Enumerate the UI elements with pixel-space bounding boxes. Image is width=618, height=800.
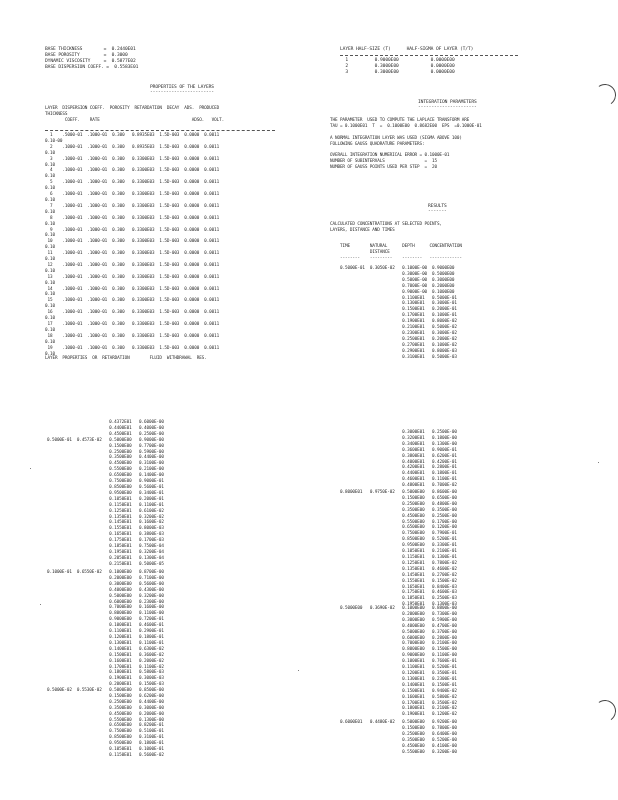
- properties-table-rows: 1 .5000-01 .1000-01 0.300 0.8935E03 1.5D-003 0.0000 0.0011 0.10-00 2 .1000-01 .1000-01 0.300 0.8935E03 1.5D-003 0.0000 0.0011 0.10 3 .1000-01 .1000-01 0.300 0.3300E03 1.5D-003 0.0000 0.0011 0.10 4 .1000-01 .1000-01 0.300 0.3300E03 1.5D-003 0.0000 0.0011 0.10 5 .1000-01 .1000-01 0.300 0.3300E03 1.5D-003 0.0000 0.0011 0.10 6 .1000-01 .1000-01 0.300 0.3300E03 1.5D-003 0.0000 0.0011 0.10 7 .1000-01 .1000-01 0.300 0.3300E03 1.5D-003 0.0000 0.0011 0.10 8 .1000-01 .1000-01 0.300 0.3300E03 1.5D-003 0.0000 0.0011 0.10 9 .1000-01 .1000-01 0.300 0.3300E03 1.5D-003 0.0000 0.0011 0.10 10 .1000-01 .1000-01 0.300 0.3300E03 1.5D-003 0.0000 0.0011 0.10 11 .1000-01 .1000-01 0.300 0.3300E03 1.5D-003 0.0000 0.0011 0.10 12 .1000-01 .1000-01 0.300 0.3300E03 1.5D-003 0.0000 0.0011 0.10 13 .1000-01 .1000-01 0.300 0.3300E03 1.5D-003 0.0000 0.0011 0.10 14 .1000-01 .1000-01 0.300 0.3300E03 1.5D-003 0.0000 0.0011 0.10 15 .1000-01 .1000-01 0.300 0.3300E03 1.5D-003 0.0000 0.0011 0.10 16 .1000-01 .1000-01 0.300 0.3300E03 1.5D-003 0.0000 0.0011 0.10 17 .1000-01 .1000-01 0.300 0.3300E03 1.5D-003 0.0000 0.0011 0.10 18 .1000-01 .1000-01 0.300 0.3300E03 1.5D-003 0.0000 0.0011 0.10 19 .1000-01 .1000-01 0.300 0.3300E03 1.5D-003 0.0000 0.0011 0.10: [45, 133, 220, 357]
- results-right-block: 0.6000E01 0.4480E-02 0.5000E00 0.9200E-00 0.1500E00 0.7800E-00 0.2500E00 0.6400E-00 0.3500E00 0.5200E-00 0.4500E00 0.4100E-00 0.5500E00 0.3200E-00: [340, 720, 457, 755]
- punch-hole-top: [592, 82, 617, 107]
- scan-speck: [40, 604, 41, 605]
- results-right-block: 0.8000E01 0.9750E-02 0.5000E00 0.8600E-00 0.1500E00 0.6500E-00 0.2500E00 0.4800E-00 0.3500E00 0.3500E-00 0.4500E00 0.2500E-00 0.5500E00 0.1700E-00 0.6500E00 0.1200E-00 0.7500E00 0.7900E-01 0.8500E00 0.5200E-01 0.9500E00 0.3300E-01 0.1050E01 0.2100E-01 0.1150E01 0.1300E-01 0.1250E01 0.7800E-02 0.1350E01 0.4600E-02 0.1450E01 0.2700E-02 0.1550E01 0.1500E-02 0.1650E01 0.8400E-03 0.1750E01 0.4600E-03 0.1850E01 0.2500E-03 0.1950E01 0.1300E-03: [340, 490, 457, 608]
- properties-table-head: LAYER DISPERSION COEFF. POROSITY RETARDATION DECAY ADS. PRODUCED THICKNESS COEFF. RATE ADSO. VOLT.: [45, 106, 225, 123]
- results-title: RESULTS: [428, 204, 447, 209]
- results-table-head: TIME NATURAL DEPTH CONCENTRATION DISTANCE -------- --------- -------- -------------: [340, 244, 462, 261]
- integration-title: INTEGRATION PARAMETERS: [418, 100, 477, 105]
- properties-table-rule: [45, 130, 275, 131]
- properties-title: PROPERTIES OF THE LAYERS: [150, 85, 214, 90]
- integration-text: THE PARAMETER USED TO COMPUTE THE LAPLACE TRANSFORM ARE TAU = 0.1000E01 T = 0.1000E00 0.8682E00 EPS =0.1000E-01 A NORMAL INTEGRATION LAYER WAS USED (SIGMA ABOVE 100) FOLLOWING GAUSS QUADRATURE PARAMETERS: OVERALL INTEGRATION NUMERICAL ERROR = 0.1000E-01 NUMBER OF SUBINTERVALS = 15 NUMBER OF GAUSS POINTS USED PER STEP = 20: [330, 118, 482, 171]
- properties-underline: ------------------------: [150, 90, 214, 95]
- scan-speck: [598, 462, 599, 463]
- properties-footer-note: LAYER PROPERTIES OR RETARDATION FLUID WITHDRAWAL RES.: [45, 356, 207, 361]
- layer-header-rule: [340, 55, 518, 56]
- punch-hole-bottom: [592, 698, 617, 723]
- layer-rows: 1 0.9000E00 0.0000E00 2 0.3000E00 0.0000E00 3 0.3000E00 0.0000E00: [345, 58, 455, 76]
- base-params: BASE THICKNESS = 0.2440E01 BASE POROSITY = 0.3000 DYNAMIC VISCOSITY = 0.5877E02 BASE DISPERSION COEFF. = 0.5583E01: [45, 47, 139, 71]
- results-left-block: 0.5000E-02 0.5530E-02 0.5000E00 0.8500E-00 0.1500E00 0.6200E-00 0.2500E00 0.4400E-00 0.3500E00 0.3000E-00 0.4500E00 0.2000E-00 0.5500E00 0.1300E-00 0.6500E00 0.8200E-01 0.7500E00 0.5100E-01 0.8500E00 0.3100E-01 0.9500E00 0.1800E-01 0.1050E01 0.1000E-01 0.1150E01 0.5600E-02: [47, 688, 164, 758]
- results-right-block: 0.5000E00 0.3690E-02 0.1000E00 0.8800E-00 0.2000E00 0.7300E-00 0.3000E00 0.5900E-00 0.4000E00 0.4700E-00 0.5000E00 0.3700E-00 0.6000E00 0.2800E-00 0.7000E00 0.2100E-00 0.8000E00 0.1500E-00 0.9000E00 0.1100E-00 0.1000E01 0.7600E-01 0.1100E01 0.5200E-01 0.1200E01 0.3500E-01 0.1300E01 0.2300E-01 0.1400E01 0.1500E-01 0.1500E01 0.9400E-02 0.1600E01 0.5800E-02 0.1700E01 0.3500E-02 0.1800E01 0.2100E-02 0.1900E01 0.1200E-02: [340, 606, 457, 718]
- results-left-block: 0.4372E01 0.6000E-00 0.4400E01 0.4000E-00 0.4500E01 0.2500E-00 0.5000E-01 0.4573E-02 0.5000E00 0.9000E-00 0.1500E00 0.7700E-00 0.2500E00 0.5900E-00 0.3500E00 0.4400E-00 0.4500E00 0.3100E-00 0.5500E00 0.2100E-00 0.6500E00 0.1400E-00 0.7500E00 0.9000E-01 0.8500E00 0.5600E-01 0.9500E00 0.3400E-01 0.1050E01 0.2000E-01 0.1150E01 0.1100E-01 0.1250E01 0.6100E-02 0.1350E01 0.3200E-02 0.1450E01 0.1600E-02 0.1550E01 0.8000E-03 0.1650E01 0.3800E-03 0.1750E01 0.1700E-03 0.1850E01 0.7500E-04 0.1950E01 0.3200E-04 0.2050E01 0.1300E-04 0.2150E01 0.5000E-05: [47, 420, 164, 567]
- scan-speck: [30, 468, 31, 469]
- results-left-block: 0.1000E-01 0.6550E-02 0.1000E00 0.8700E-00 0.2000E00 0.7100E-00 0.3000E00 0.5600E-00 0.4000E00 0.4300E-00 0.5000E00 0.3200E-00 0.6000E00 0.2300E-00 0.7000E00 0.1600E-00 0.8000E00 0.1100E-00 0.9000E00 0.7200E-01 0.1000E01 0.4600E-01 0.1100E01 0.2900E-01 0.1200E01 0.1800E-01 0.1300E01 0.1100E-01 0.1400E01 0.6300E-02 0.1500E01 0.3600E-02 0.1600E01 0.2000E-02 0.1700E01 0.1100E-02 0.1800E01 0.5800E-03 0.1900E01 0.3000E-03 0.2000E01 0.1500E-03: [47, 570, 164, 688]
- integration-underline: ----------------------: [418, 105, 477, 110]
- results-text: CALCULATED CONCENTRATIONS AT SELECTED POINTS, LAYERS, DISTANCE AND TIMES: [330, 222, 442, 233]
- results-right-block: 0.3000E01 0.2500E-00 0.3200E01 0.1800E-00 0.3400E01 0.1300E-00 0.3600E01 0.9000E-01 0.3800E01 0.6200E-01 0.4000E01 0.4200E-01 0.4200E01 0.2800E-01 0.4400E01 0.1800E-01 0.4600E01 0.1100E-01 0.4800E01 0.7000E-02: [402, 430, 457, 489]
- layer-header: LAYER HALF-SIZE (T) HALF-SIGMA OF LAYER (T/T): [340, 47, 474, 52]
- scan-speck: [298, 670, 299, 671]
- results-underline: -------: [428, 209, 447, 214]
- results-block-first: 0.5000E-01 0.3050E-02 0.1000E-00 0.9000E00 0.3000E-00 0.5000E00 0.5000E-00 0.3000E00 0.7000E-00 0.2000E00 0.9000E-00 0.1000E00 0.1100E01 0.5000E-01 0.1300E01 0.3000E-01 0.1500E01 0.2000E-01 0.1700E01 0.1000E-01 0.1900E01 0.8000E-02 0.2100E01 0.5000E-02 0.2300E01 0.3000E-02 0.2500E01 0.2000E-02 0.2700E01 0.1000E-02 0.2900E01 0.8000E-03 0.3100E01 0.5000E-03: [340, 266, 457, 360]
